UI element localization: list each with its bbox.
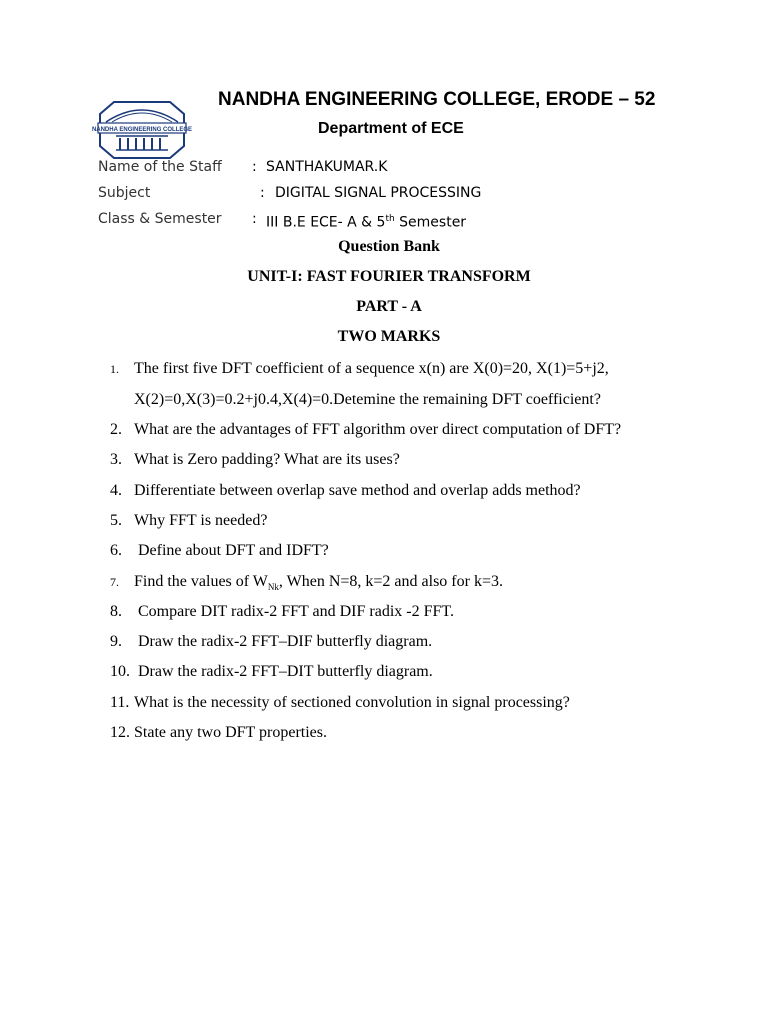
question-item: 2. What are the advantages of FFT algorithm over direct computation of DFT?: [110, 421, 622, 438]
class-semester-value: III B.E ECE- A & 5th Semester: [266, 214, 467, 231]
unit-heading: UNIT-I: FAST FOURIER TRANSFORM: [247, 268, 531, 285]
question-item: 7. Find the values of $W_{Nk}$, When N=8, k=2 and also for k=3.: [110, 573, 503, 593]
question-item: 8. Compare DIT radix-2 FFT and DIF radix -2 FFT.: [110, 603, 454, 620]
class-semester-label: Class & Semester: [98, 211, 222, 227]
svg-text:NANDHA ENGINEERING COLLEGE: NANDHA ENGINEERING COLLEGE: [92, 127, 192, 133]
part-heading: PART - A: [356, 298, 422, 315]
question-item: 11. What is the necessity of sectioned convolution in signal processing?: [110, 694, 570, 711]
question-item: 1. The first five DFT coefficient of a sequence x(n) are X(0)=20, X(1)=5+j2,: [110, 360, 609, 377]
subject-row: [98, 183, 698, 203]
question-item: 5. Why FFT is needed?: [110, 512, 268, 529]
college-logo: [92, 100, 192, 160]
college-name: NANDHA ENGINEERING COLLEGE, ERODE – 52: [218, 89, 656, 110]
class-semester-colon: :: [252, 211, 257, 227]
staff-name-row: [98, 157, 698, 177]
subject-label: Subject: [98, 185, 151, 201]
question-item: 6. Define about DFT and IDFT?: [110, 542, 329, 559]
staff-value: SANTHAKUMAR.K: [266, 159, 388, 175]
subject-value: DIGITAL SIGNAL PROCESSING: [275, 185, 482, 201]
staff-label: Name of the Staff: [98, 159, 222, 175]
question-item-continuation: X(2)=0,X(3)=0.2+j0.4,X(4)=0.Detemine the remaining DFT coefficient?: [134, 391, 601, 408]
staff-colon: :: [252, 159, 257, 175]
subject-colon: :: [260, 185, 265, 201]
class-semester-row: [98, 209, 698, 229]
department-name: Department of ECE: [318, 120, 464, 137]
question-item: 10. Draw the radix-2 FFT–DIT butterfly diagram.: [110, 663, 433, 680]
question-item: 3. What is Zero padding? What are its uses?: [110, 451, 400, 468]
question-bank-heading: Question Bank: [338, 238, 440, 255]
question-item: 9. Draw the radix-2 FFT–DIF butterfly diagram.: [110, 633, 433, 650]
question-item: 4. Differentiate between overlap save method and overlap adds method?: [110, 482, 581, 499]
marks-heading: TWO MARKS: [337, 328, 441, 345]
question-item: 12. State any two DFT properties.: [110, 724, 328, 741]
